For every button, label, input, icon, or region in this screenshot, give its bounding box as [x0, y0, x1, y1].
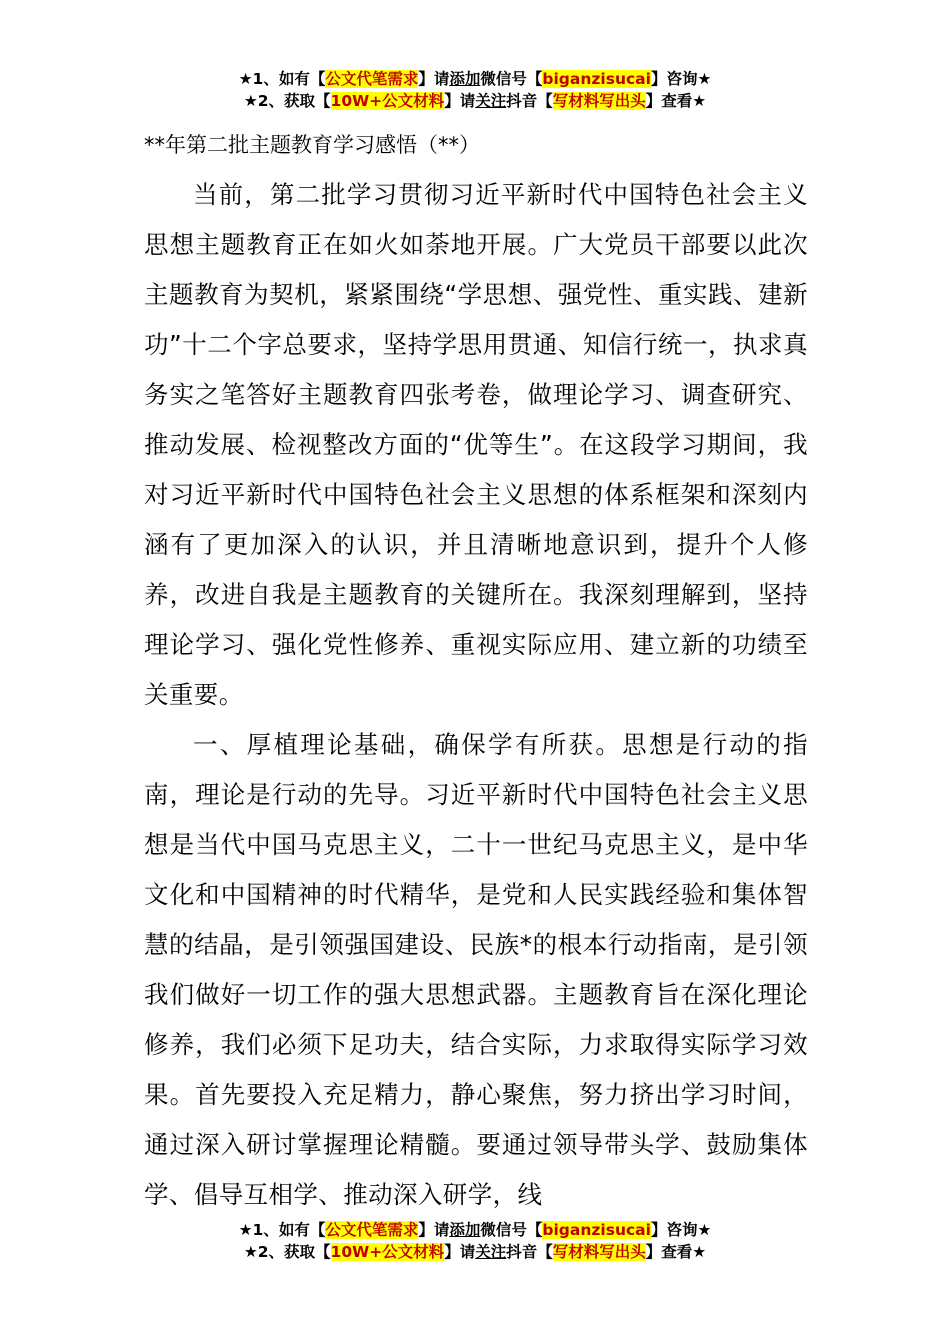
highlight-wechat-id: biganzisucai	[542, 1221, 651, 1239]
highlight-service: 公文代笔需求	[325, 70, 419, 88]
banner-line-2: ★2、获取【10W+公文材料】请关注抖音【写材料写出头】查看★	[243, 92, 707, 110]
paragraph-section-1: 一、厚植理论基础，确保学有所获。思想是行动的指南，理论是行动的先导。习近平新时代中国特色社会主义思想是当代中国马克思主义，二十一世纪马克思主义，是中华文化和中国精神的时代精华，是党和人民实践经验和集体智慧的结晶，是引领强国建设、民族*的根本行动指南，是引领我们做好一切工作的强大思想武器。主题教育旨在深化理论修养，我们必须下足功夫，结合实际，力求取得实际学习效果。首先要投入充足精力，静心聚焦，努力挤出学习时间，通过深入研讨掌握理论精髓。要通过领导带头学、鼓励集体学、倡导互相学、推动深入研学，线	[144, 730, 808, 1209]
highlight-service: 公文代笔需求	[325, 1221, 419, 1239]
highlight-douyin: 写材料写出头	[552, 92, 646, 110]
footer-banner	[0, 1219, 950, 1263]
paragraph-intro: 当前，第二批学习贯彻习近平新时代中国特色社会主义思想主题教育正在如火如荼地开展。广大党员干部要以此次主题教育为契机，紧紧围绕“学思想、强党性、重实践、建新功”十二个字总要求，坚持学思用贯通、知信行统一，执求真务实之笔答好主题教育四张考卷，做理论学习、调查研究、推动发展、检视整改方面的“优等生”。在这段学习期间，我对习近平新时代中国特色社会主义思想的体系框架和深刻内涵有了更加深入的认识，并且清晰地意识到，提升个人修养，改进自我是主题教育的关键所在。我深刻理解到，坚持理论学习、强化党性修养、重视实际应用、建立新的功绩至关重要。	[144, 180, 808, 709]
banner-line-1: ★1、如有【公文代笔需求】请添加微信号【biganzisucai】咨询★	[238, 70, 712, 88]
document-title: **年第二批主题教育学习感悟（**）	[144, 133, 480, 157]
highlight-douyin: 写材料写出头	[552, 1243, 646, 1261]
highlight-materials: 10W+公文材料	[330, 1243, 445, 1261]
banner-line-1: ★1、如有【公文代笔需求】请添加微信号【biganzisucai】咨询★	[238, 1221, 712, 1239]
highlight-materials: 10W+公文材料	[330, 92, 445, 110]
document-body	[144, 170, 808, 1220]
banner-line-2: ★2、获取【10W+公文材料】请关注抖音【写材料写出头】查看★	[243, 1243, 707, 1261]
header-banner	[0, 68, 950, 112]
highlight-wechat-id: biganzisucai	[542, 70, 651, 88]
